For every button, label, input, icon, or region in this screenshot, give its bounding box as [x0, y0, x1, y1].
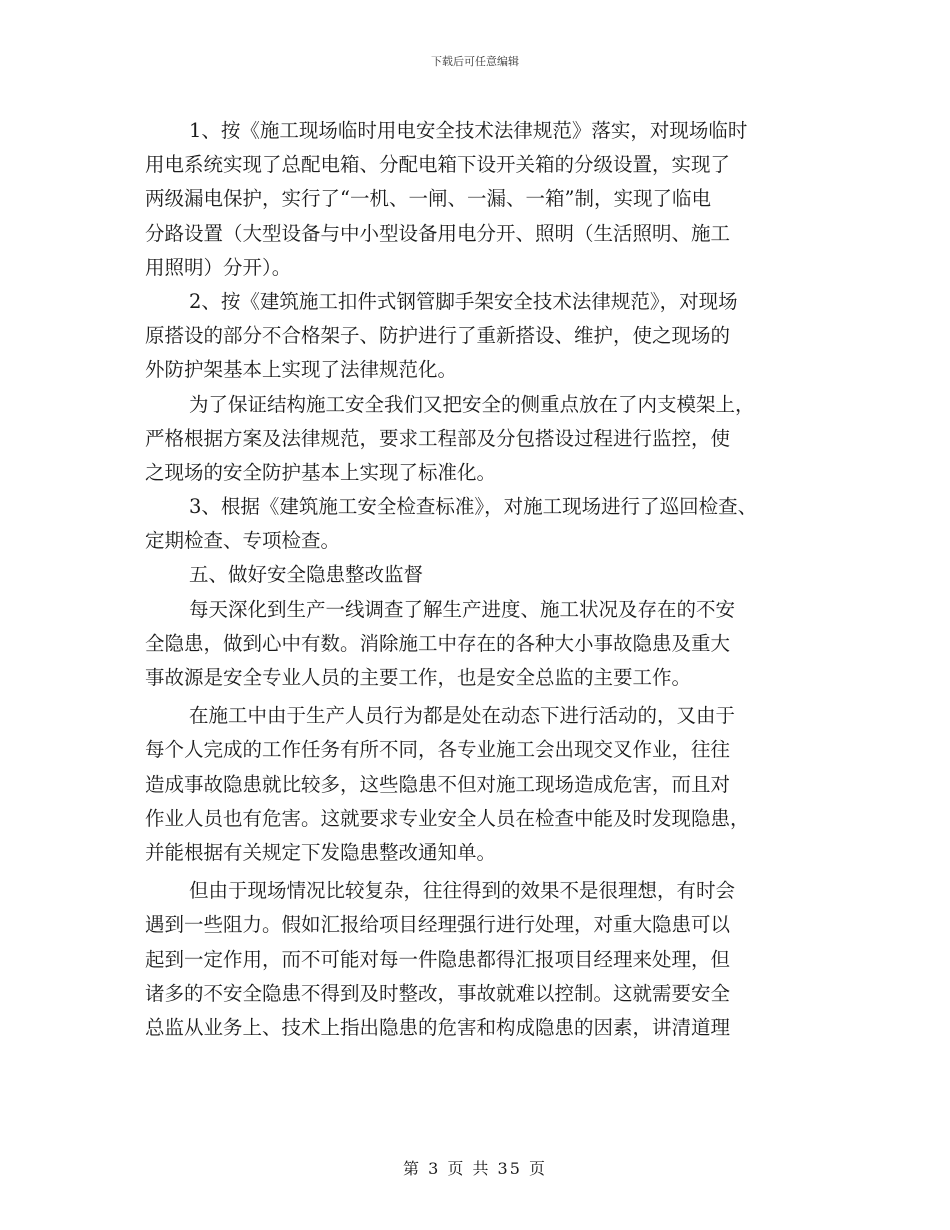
text-line: 用照明）分开）。: [145, 255, 292, 279]
text-line: 之现场的安全防护基本上实现了标准化。: [145, 460, 497, 484]
text-line: 总监从业务上、技术上指出隐患的危害和构成隐患的因素，讲清道理: [145, 1015, 731, 1039]
text-line: 造成事故隐患就比较多，这些隐患不但对施工现场造成危害，而且对: [145, 772, 731, 796]
text-line: 但由于现场情况比较复杂，往往得到的效果不是很理想，有时会: [189, 879, 736, 903]
text-line: 每天深化到生产一线调查了解生产进度、施工状况及存在的不安: [189, 597, 736, 621]
document-body: [145, 114, 825, 1045]
section-heading: 五、做好安全隐患整改监督: [189, 563, 424, 587]
text-line: 起到一定作用，而不可能对每一件隐患都得汇报项目经理来处理，但: [145, 947, 731, 971]
text-line: 全隐患，做到心中有数。消除施工中存在的各种大小事故隐患及重大: [145, 631, 731, 655]
text-line: 在施工中由于生产人员行为都是处在动态下进行活动的，又由于: [189, 704, 736, 728]
text-line: 原搭设的部分不合格架子、防护进行了重新搭设、维护，使之现场的: [145, 324, 731, 348]
text-line: 2、按《建筑施工扣件式钢管脚手架安全技术法律规范》，对现场: [189, 289, 738, 313]
text-line: 定期检查、专项检查。: [145, 529, 341, 553]
text-line: 诸多的不安全隐患不得到及时整改，事故就难以控制。这就需要安全: [145, 981, 731, 1005]
text-line: 严格根据方案及法律规范，要求工程部及分包搭设过程进行监控，使: [145, 426, 731, 450]
text-line: 事故源是安全专业人员的主要工作，也是安全总监的主要工作。: [145, 666, 692, 689]
text-line: 分路设置（大型设备与中小型设备用电分开、照明（生活照明、施工: [145, 221, 731, 245]
text-line: 外防护架基本上实现了法律规范化。: [145, 358, 458, 382]
page-header: 下载后可任意编辑: [431, 55, 519, 68]
text-line: 1、按《施工现场临时用电安全技术法律规范》落实，对现场临时: [189, 119, 748, 142]
text-line: 每个人完成的工作任务有所不同，各专业施工会出现交叉作业，往往: [145, 738, 731, 762]
text-line: 作业人员也有危害。这就要求专业安全人员在检查中能及时发现隐患，: [145, 806, 750, 830]
text-line: 两级漏电保护，实行了“一机、一闸、一漏、一箱”制，实现了临电: [145, 187, 711, 211]
text-line: 为了保证结构施工安全我们又把安全的侧重点放在了内支模架上，: [189, 392, 755, 416]
page-footer: 第 3 页 共 35 页: [403, 1159, 547, 1178]
text-line: 3、根据《建筑施工安全检查标准》，对施工现场进行了巡回检查、: [189, 495, 758, 519]
text-line: 遇到一些阻力。假如汇报给项目经理强行进行处理，对重大隐患可以: [145, 913, 731, 937]
text-line: 并能根据有关规定下发隐患整改通知单。: [145, 840, 497, 864]
text-line: 用电系统实现了总配电箱、分配电箱下设开关箱的分级设置，实现了: [145, 153, 731, 177]
